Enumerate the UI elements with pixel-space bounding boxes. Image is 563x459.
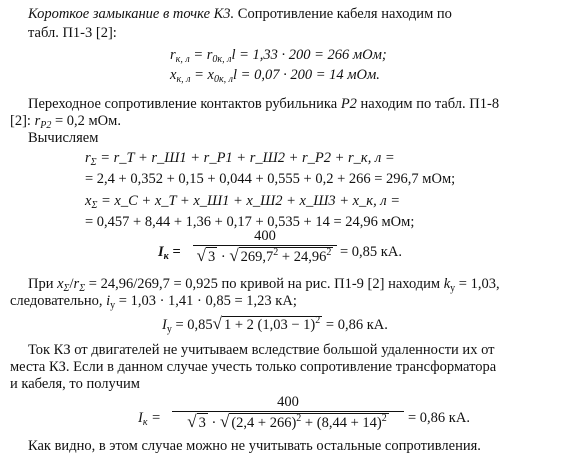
equation-x-cable: $x_{к, л} = x_{0к, л}l = 0,07 \cdot 200 = 14$ мОм. bbox=[170, 67, 380, 85]
equation-r-cable: $r_{к, л} = r_{0к, л}l = 1,33 \cdot 200 = 266$ мОм; bbox=[170, 47, 387, 65]
equation-ik-1-result: = 0,85 кА. bbox=[340, 244, 402, 260]
numerator: 400 bbox=[254, 228, 276, 244]
paragraph-5-line-2: места КЗ. Если в данном случае учесть только сопротивление трансформатора bbox=[10, 359, 497, 375]
section-heading: Короткое замыкание в точке К3. bbox=[28, 6, 235, 22]
equation-x-sum-line-2: = 0,457 + 8,44 + 1,36 + 0,17 + 0,535 + 14 = 24,96 мОм; bbox=[85, 214, 415, 230]
numerator: 400 bbox=[277, 394, 299, 410]
denominator: √ 3 · √ $(2,4 + 266)^2 + (8,44 + 14)^2$ bbox=[187, 412, 387, 431]
paragraph-5-line-3: и кабеля, то получим bbox=[10, 376, 140, 392]
denominator: √ 3 · √ $269,7^2 + 24,96^2$ bbox=[196, 246, 332, 265]
paragraph-6: Как видно, в этом случае можно не учитывать остальные сопротивления. bbox=[28, 438, 481, 454]
paragraph-1-line-2: табл. П1-3 [2]: bbox=[28, 25, 117, 41]
paragraph-5-line-1: Ток КЗ от двигателей не учитываем вследствие большой удаленности их от bbox=[28, 342, 495, 358]
equation-ik-1-lhs: $I_к$ = bbox=[158, 244, 181, 262]
paragraph-4-line-1: При $x_\Sigma/r_\Sigma = 24,96/269,7 = 0,925$ по кривой на рис. П1-9 [2] находим $k_у = 1,03$, bbox=[28, 276, 500, 294]
equation-ik-2-lhs: $I_к$ = bbox=[138, 410, 161, 428]
equation-ik-2-fraction bbox=[172, 394, 404, 432]
paragraph-4-line-2: следовательно, $i_у = 1,03 \cdot 1,41 \cdot 0,85 = 1,23$ кА; bbox=[10, 293, 297, 311]
equation-r-sum-line-2: = 2,4 + 0,352 + 0,15 + 0,044 + 0,555 + 0,2 + 266 = 296,7 мОм; bbox=[85, 171, 456, 187]
equation-ik-1-fraction bbox=[193, 228, 337, 266]
equation-iy: $I_у = 0,85√$ 1 + 2 $(1,03 - 1)^2 = 0,86$ кА. bbox=[162, 314, 388, 335]
equation-r-sum-line-1: $r_\Sigma$ = r_T + r_Ш1 + r_P1 + r_Ш2 + r_P2 + r_к, л = bbox=[85, 150, 395, 168]
paragraph-3: Вычисляем bbox=[28, 130, 99, 146]
equation-x-sum-line-1: $x_\Sigma$ = x_C + x_T + x_Ш1 + x_Ш2 + x_Ш3 + x_к, л = bbox=[85, 193, 401, 211]
paragraph-1-text: Сопротивление кабеля находим по bbox=[237, 6, 452, 22]
paragraph-2-line-2: [2]: $r_{P2} = 0,2$ мОм. bbox=[10, 113, 121, 131]
paragraph-1-line-1 bbox=[28, 6, 452, 22]
equation-ik-2-result: = 0,86 кА. bbox=[408, 410, 470, 426]
paragraph-2-line-1: Переходное сопротивление контактов рубильника P2 находим по табл. П1-8 bbox=[28, 96, 500, 112]
